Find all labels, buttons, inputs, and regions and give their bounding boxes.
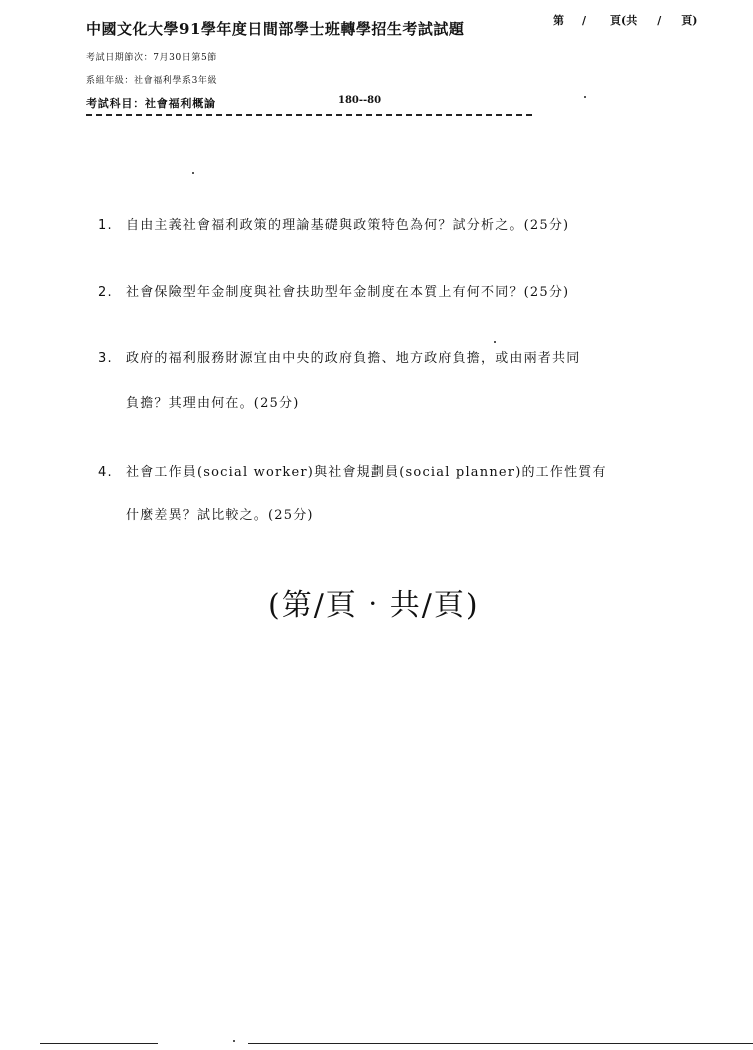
question-text: 政府的福利服務財源宜由中央的政府負擔、地方政府負擔，或由兩者共同 bbox=[126, 351, 581, 366]
bottom-edge-line-right bbox=[248, 1043, 753, 1044]
page-counter-suffix: 頁) bbox=[681, 14, 698, 27]
question-4-continuation: 什麼差異？試比較之。(25分) bbox=[126, 508, 314, 523]
scan-speck bbox=[494, 341, 496, 343]
question-number: 2. bbox=[98, 285, 113, 300]
question-3 bbox=[98, 347, 580, 366]
department-year: 系組年級：社會福利學系3年級 bbox=[86, 76, 218, 86]
exam-time: 考試日期節次：7月30日第5節 bbox=[86, 53, 217, 63]
bottom-edge-line-left bbox=[40, 1043, 158, 1044]
question-2 bbox=[98, 281, 569, 300]
scan-speck bbox=[192, 172, 194, 174]
question-1 bbox=[98, 214, 569, 233]
question-number: 3. bbox=[98, 351, 113, 366]
exam-title: 中國文化大學91學年度日間部學士班轉學招生考試試題 bbox=[86, 20, 465, 38]
page-note: (第/頁‧共/頁) bbox=[268, 588, 480, 623]
subject-code: 180--80 bbox=[338, 95, 382, 106]
page-counter-slash: / bbox=[582, 14, 587, 27]
question-3-continuation: 負擔？其理由何在。(25分) bbox=[126, 396, 300, 411]
scan-speck bbox=[233, 1040, 235, 1042]
page-counter bbox=[553, 12, 698, 28]
page-counter-prefix: 第 bbox=[553, 14, 564, 27]
exam-subject: 考試科目：社會福利概論 bbox=[86, 97, 216, 110]
header-divider bbox=[86, 114, 532, 116]
question-text: 社會保險型年金制度與社會扶助型年金制度在本質上有何不同？(25分) bbox=[126, 285, 570, 300]
question-number: 4. bbox=[98, 465, 113, 480]
question-number: 1. bbox=[98, 218, 113, 233]
page-counter-mid: 頁(共 bbox=[610, 14, 638, 27]
question-text: 自由主義社會福利政策的理論基礎與政策特色為何？試分析之。(25分) bbox=[126, 218, 570, 233]
question-4 bbox=[98, 461, 607, 480]
scan-speck bbox=[584, 96, 586, 98]
question-text: 社會工作員(social worker)與社會規劃員(social planner)的工作性質有 bbox=[126, 465, 607, 480]
page-counter-slash-2: / bbox=[657, 14, 662, 27]
